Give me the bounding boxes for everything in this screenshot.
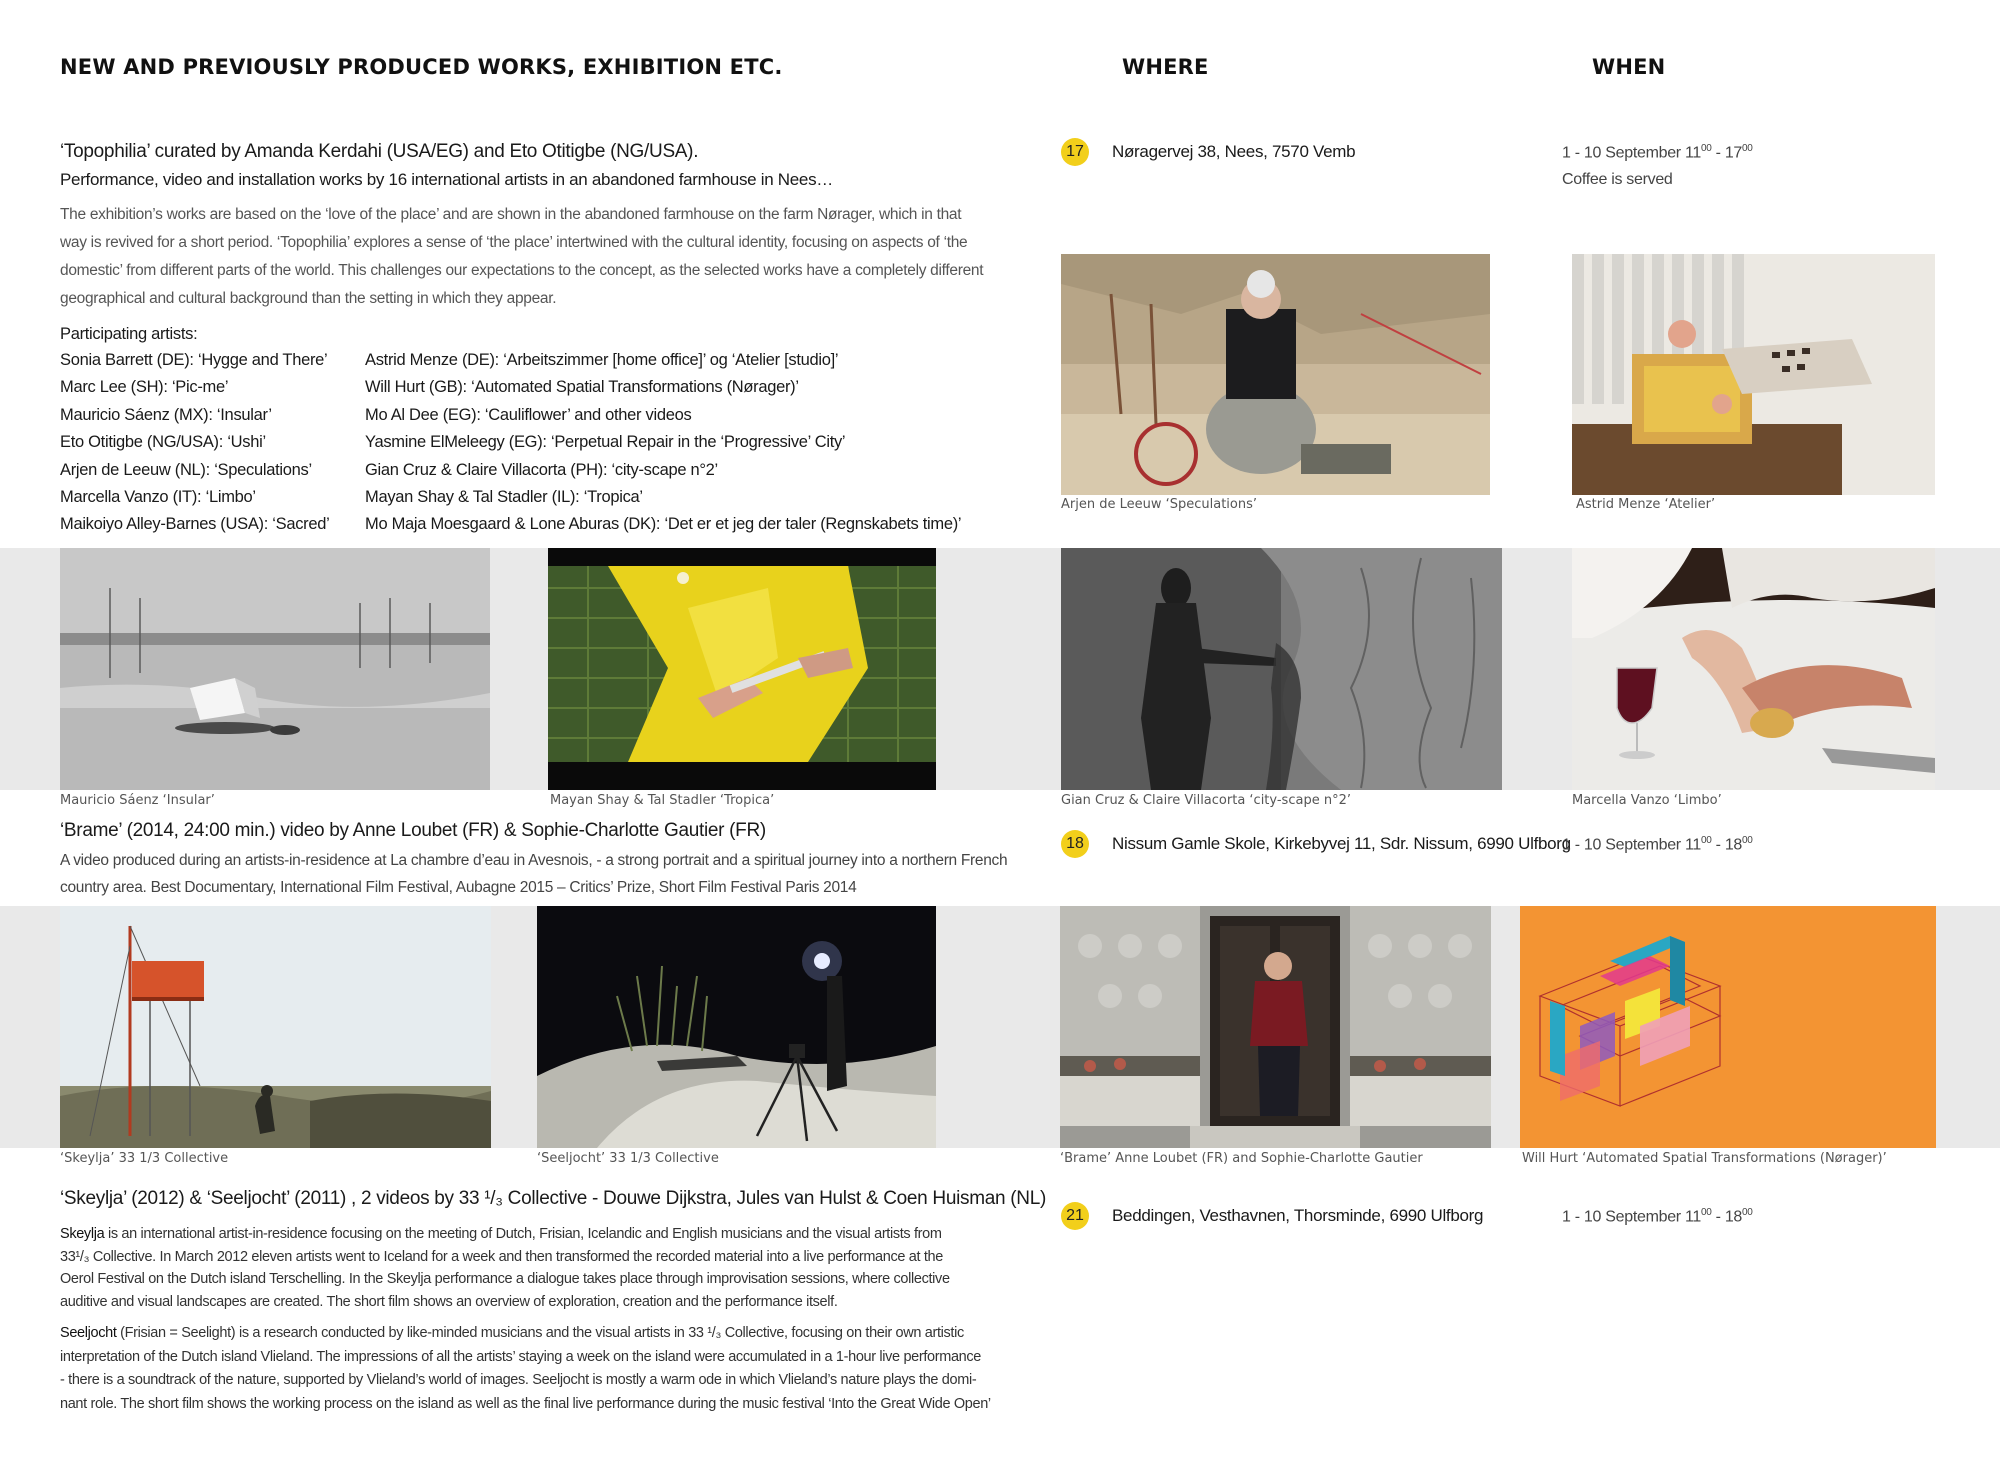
photo-arjen-speculations bbox=[1061, 254, 1490, 495]
when-sup: 00 bbox=[1700, 1207, 1712, 1218]
when-text: 1 - 10 September 11 bbox=[1562, 1208, 1701, 1226]
location-address-17: Nøragervej 38, Nees, 7570 Vemb bbox=[1112, 142, 1356, 161]
location-address-21: Beddingen, Vesthavnen, Thorsminde, 6990 Ulfborg bbox=[1112, 1206, 1484, 1225]
location-badge-21: 21 bbox=[1061, 1202, 1089, 1230]
artist-entry: Yasmine ElMeleegy (EG): ‘Perpetual Repair in the ‘Progressive’ City’ bbox=[365, 433, 846, 452]
text-line: interpretation of the Dutch island Vlieland. The impressions of all the artists’ staying a week on the island were accumulated in a 1-hour live performance bbox=[60, 1348, 981, 1365]
photo-brame bbox=[1060, 906, 1491, 1148]
when-note-17: Coffee is served bbox=[1562, 171, 1673, 188]
caption-will: Will Hurt ‘Automated Spatial Transformations (Nørager)’ bbox=[1522, 1151, 1887, 1166]
when-21 bbox=[1562, 1207, 1753, 1226]
when-text: - 18 bbox=[1711, 1208, 1743, 1226]
header-when: WHEN bbox=[1592, 55, 1666, 79]
when-text: 1 - 10 September 11 bbox=[1562, 144, 1701, 162]
caption-gian: Gian Cruz & Claire Villacorta ‘city-scape n°2’ bbox=[1061, 793, 1351, 808]
photo-astrid-atelier bbox=[1572, 254, 1935, 495]
when-sup: 00 bbox=[1742, 143, 1753, 154]
header-works: NEW AND PREVIOUSLY PRODUCED WORKS, EXHIBITION ETC. bbox=[60, 55, 783, 79]
when-18 bbox=[1562, 835, 1753, 854]
participants-label: Participating artists: bbox=[60, 325, 198, 343]
seeljocht-paragraph bbox=[60, 1322, 991, 1416]
when-text: - 18 bbox=[1711, 836, 1743, 854]
artist-entry: Sonia Barrett (DE): ‘Hygge and There’ bbox=[60, 351, 328, 369]
photo-skeylja bbox=[60, 906, 491, 1148]
photo-mayan-tropica bbox=[548, 548, 936, 790]
text-line: geographical and cultural background than the setting in which they appear. bbox=[60, 290, 557, 307]
artists-right-column bbox=[365, 347, 961, 539]
caption-mayan: Mayan Shay & Tal Stadler ‘Tropica’ bbox=[550, 793, 775, 808]
text-line: A video produced during an artists-in-residence at La chambre d’eau in Avesnois, - a strong portrait and a spiritual journey into a northern French bbox=[60, 852, 1008, 869]
brame-description bbox=[60, 847, 1007, 901]
text-line: country area. Best Documentary, International Film Festival, Aubagne 2015 – Critics’ Prize, Short Film Festival Paris 2014 bbox=[60, 879, 857, 896]
topophilia-subtitle: Performance, video and installation works by 16 international artists in an abandoned farmhouse in Nees… bbox=[60, 170, 833, 189]
when-text: - 17 bbox=[1711, 144, 1743, 162]
text-line: domestic’ from different parts of the world. This challenges our expectations to the concept, as the selected works have a completely different bbox=[60, 262, 984, 279]
when-sup: 00 bbox=[1700, 835, 1712, 846]
artist-entry: Will Hurt (GB): ‘Automated Spatial Transformations (Nørager)’ bbox=[365, 378, 799, 397]
paragraph-lead: Skeylja bbox=[60, 1226, 105, 1242]
artist-entry: Mayan Shay & Tal Stadler (IL): ‘Tropica’ bbox=[365, 488, 643, 507]
text-line: The exhibition’s works are based on the ‘love of the place’ and are shown in the abandoned farmhouse on the farm Nørager, which in that bbox=[60, 206, 962, 223]
photo-seeljocht bbox=[537, 906, 936, 1148]
topophilia-description bbox=[60, 201, 984, 313]
artist-entry: Marcella Vanzo (IT): ‘Limbo’ bbox=[60, 488, 256, 507]
location-badge-18: 18 bbox=[1061, 830, 1089, 858]
when-17 bbox=[1562, 143, 1753, 162]
artist-entry: Astrid Menze (DE): ‘Arbeitszimmer [home office]’ og ‘Atelier [studio]’ bbox=[365, 351, 839, 369]
text-line: 33¹/₃ Collective. In March 2012 eleven artists went to Iceland for a week and then transformed the recorded material into a live performance at the bbox=[60, 1248, 943, 1265]
artist-entry: Arjen de Leeuw (NL): ‘Speculations’ bbox=[60, 460, 312, 479]
artist-entry: Maikoiyo Alley-Barnes (USA): ‘Sacred’ bbox=[60, 515, 330, 534]
skeylja-paragraph bbox=[60, 1223, 950, 1313]
when-sup: 00 bbox=[1742, 1207, 1753, 1218]
location-address-18: Nissum Gamle Skole, Kirkebyvej 11, Sdr. Nissum, 6990 Ulfborg bbox=[1112, 834, 1571, 853]
artist-entry: Mo Al Dee (EG): ‘Cauliflower’ and other videos bbox=[365, 405, 692, 424]
topophilia-title: ‘Topophilia’ curated by Amanda Kerdahi (USA/EG) and Eto Otitigbe (NG/USA). bbox=[60, 141, 699, 162]
when-text: 1 - 10 September 11 bbox=[1562, 836, 1701, 854]
artist-entry: Mo Maja Moesgaard & Lone Aburas (DK): ‘Det er et jeg der taler (Regnskabets time)’ bbox=[365, 515, 962, 534]
text-line: way is revived for a short period. ‘Topophilia’ explores a sense of ‘the place’ intertwined with the cultural identity, focusing on aspects of ‘the bbox=[60, 234, 968, 251]
artist-entry: Eto Otitigbe (NG/USA): ‘Ushi’ bbox=[60, 433, 266, 452]
caption-marcella: Marcella Vanzo ‘Limbo’ bbox=[1572, 793, 1722, 808]
caption-seeljocht: ‘Seeljocht’ 33 1/3 Collective bbox=[537, 1151, 719, 1166]
text-line: is an international artist-in-residence focusing on the meeting of Dutch, Frisian, Icelandic and English musicians and the visual artists from bbox=[104, 1226, 942, 1242]
text-line: nant role. The short film shows the working process on the island as well as the final live performance during the music festival ‘Into the Great Wide Open’ bbox=[60, 1395, 991, 1412]
when-sup: 00 bbox=[1742, 835, 1753, 846]
text-line: Oerol Festival on the Dutch island Terschelling. In the Skeylja performance a dialogue takes place through improvisation sessions, where collective bbox=[60, 1271, 950, 1287]
photo-gian-cityscape bbox=[1061, 548, 1502, 790]
header-where: WHERE bbox=[1122, 55, 1209, 79]
paragraph-lead: Seeljocht bbox=[60, 1325, 117, 1341]
text-line: auditive and visual landscapes are created. The short film shows an overview of exploration, creation and the performance itself. bbox=[60, 1293, 838, 1310]
artist-entry: Mauricio Sáenz (MX): ‘Insular’ bbox=[60, 405, 272, 424]
artists-left-column bbox=[60, 347, 330, 539]
when-sup: 00 bbox=[1700, 143, 1712, 154]
location-badge-17: 17 bbox=[1061, 138, 1089, 166]
artist-entry: Marc Lee (SH): ‘Pic-me’ bbox=[60, 378, 229, 397]
brame-title: ‘Brame’ (2014, 24:00 min.) video by Anne Loubet (FR) & Sophie-Charlotte Gautier (FR) bbox=[60, 820, 766, 841]
caption-skeylja: ‘Skeylja’ 33 1/3 Collective bbox=[60, 1151, 229, 1166]
text-line: - there is a soundtrack of the nature, supported by Vlieland’s world of images. Seeljocht is mostly a warm ode in which Vlieland’s nature plays the domi- bbox=[60, 1372, 977, 1388]
skeylja-title: ‘Skeylja’ (2012) & ‘Seeljocht’ (2011) , 2 videos by 33 ¹/₃ Collective - Douwe Dijkstra, Jules van Hulst & Coen Huisman (NL) bbox=[60, 1188, 1046, 1209]
photo-mauricio-insular bbox=[60, 548, 490, 790]
text-line: (Frisian = Seelight) is a research conducted by like-minded musicians and the visual artists in 33 ¹/₃ Collective, focusing on their own artistic bbox=[116, 1325, 964, 1341]
artist-entry: Gian Cruz & Claire Villacorta (PH): ‘city-scape n°2’ bbox=[365, 460, 718, 479]
photo-will-hurt bbox=[1520, 906, 1936, 1148]
photo-marcella-limbo bbox=[1572, 548, 1935, 790]
caption-arjen: Arjen de Leeuw ‘Speculations’ bbox=[1061, 497, 1258, 512]
caption-mauricio: Mauricio Sáenz ‘Insular’ bbox=[60, 793, 215, 808]
caption-astrid: Astrid Menze ‘Atelier’ bbox=[1576, 497, 1716, 512]
caption-brame: ‘Brame’ Anne Loubet (FR) and Sophie-Charlotte Gautier bbox=[1060, 1151, 1423, 1166]
